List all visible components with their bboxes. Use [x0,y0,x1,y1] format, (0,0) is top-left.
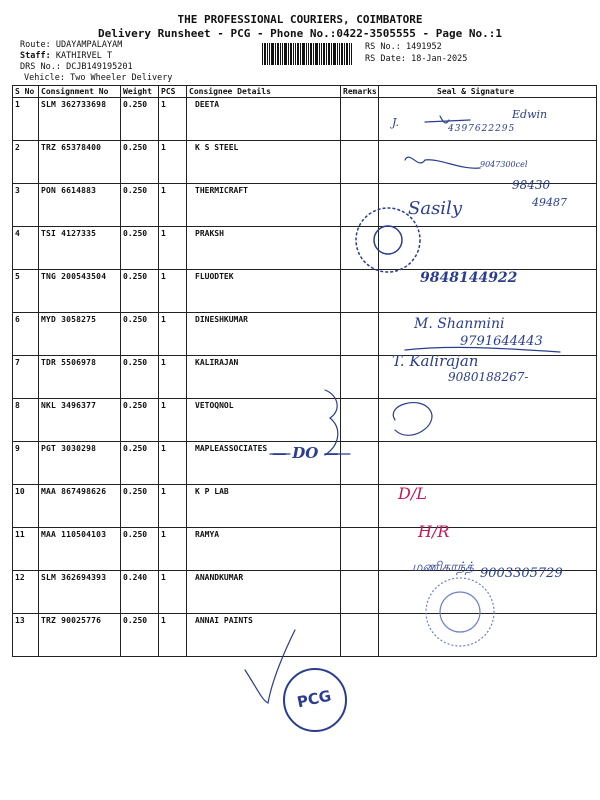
pcs-cell: 1 [159,313,187,356]
sno-cell: 9 [13,442,39,485]
hand-r1-phone: 4397622295 [448,124,516,134]
rs-date-line [365,54,467,64]
consignee-cell: VETOQNOL [187,399,341,442]
consignment-cell: SLM 362733698 [39,98,121,141]
col-remarks: Remarks [341,86,379,98]
barcode-image [262,43,352,65]
weight-cell: 0.250 [121,227,159,270]
pcs-cell: 1 [159,442,187,485]
pcs-cell: 1 [159,399,187,442]
table-row [13,399,597,442]
hand-do-mark: — DO — [272,444,339,462]
pcs-cell: 1 [159,356,187,399]
sno-cell: 2 [13,141,39,184]
table-row [13,98,597,141]
hand-r12-name: மணிகாந்த் [412,560,474,575]
consignee-cell: RAMYA [187,528,341,571]
remarks-cell [341,270,379,313]
company-title: THE PROFESSIONAL COURIERS, COIMBATORE [177,13,423,26]
staff-value: KATHIRVEL T [55,51,113,61]
rs-date-value: 18-Jan-2025 [411,54,468,64]
hand-r11-remark: H/R [418,522,450,541]
weight-cell: 0.250 [121,141,159,184]
hand-r1-name: Edwin [512,108,548,121]
rs-date-label: RS Date: [365,54,406,64]
rs-no-value: 1491952 [405,42,442,52]
weight-cell: 0.250 [121,485,159,528]
consignment-cell: TSI 4127335 [39,227,121,270]
sno-cell: 7 [13,356,39,399]
route-value: UDAYAMPALAYAM [55,40,123,50]
seal-cell [379,442,597,485]
table-row [13,614,597,657]
hand-r1-initial: J. [392,116,400,129]
route-label: Route: [20,40,51,50]
hand-r3-signature: Sasily [408,198,462,219]
consignee-cell: FLUODTEK [187,270,341,313]
weight-cell: 0.250 [121,313,159,356]
seal-cell [379,98,597,141]
consignment-cell: PON 6614883 [39,184,121,227]
col-seal: Seal & Signature [379,86,597,98]
weight-cell: 0.250 [121,270,159,313]
consignee-cell: ANNAI PAINTS [187,614,341,657]
consignee-cell: DINESHKUMAR [187,313,341,356]
consignment-cell: TRZ 65378400 [39,141,121,184]
consignment-cell: MYD 3058275 [39,313,121,356]
hand-r12-phone: 9003305729 [480,566,563,581]
pcs-cell: 1 [159,98,187,141]
consignment-cell: TRZ 90025776 [39,614,121,657]
col-sno: S No [13,86,39,98]
col-consignment: Consignment No [39,86,121,98]
drs-label: DRS No.: [20,62,61,72]
pcs-cell: 1 [159,485,187,528]
table-row [13,485,597,528]
pcs-cell: 1 [159,184,187,227]
hand-r7-name: T. Kalirajan [392,352,479,370]
staff-label: Staff: [20,51,51,61]
sno-cell: 6 [13,313,39,356]
col-weight: Weight [121,86,159,98]
sno-cell: 12 [13,571,39,614]
remarks-cell [341,184,379,227]
hand-r7-phone: 9080188267- [448,370,529,384]
sno-cell: 1 [13,98,39,141]
consignee-cell: MAPLEASSOCIATES [187,442,341,485]
consignee-cell: ANANDKUMAR [187,571,341,614]
pcs-cell: 1 [159,227,187,270]
remarks-cell [341,571,379,614]
weight-cell: 0.250 [121,399,159,442]
vehicle-label: Vehicle: [24,73,65,83]
seal-cell [379,399,597,442]
hand-r2-phone: 9047300cel [480,160,528,169]
consignment-cell: SLM 362694393 [39,571,121,614]
remarks-cell [341,442,379,485]
consignee-cell: K S STEEL [187,141,341,184]
weight-cell: 0.250 [121,356,159,399]
weight-cell: 0.250 [121,442,159,485]
table-header-row [13,86,597,98]
sno-cell: 8 [13,399,39,442]
weight-cell: 0.250 [121,184,159,227]
hand-r6-name: M. Shanmini [414,316,505,332]
remarks-cell [341,313,379,356]
weight-cell: 0.240 [121,571,159,614]
sno-cell: 11 [13,528,39,571]
vehicle-value: Two Wheeler Delivery [70,73,173,83]
consignment-cell: MAA 110504103 [39,528,121,571]
pcs-cell: 1 [159,141,187,184]
hand-r10-remark: D/L [398,484,427,503]
remarks-cell [341,485,379,528]
table-row [13,184,597,227]
rs-no-label: RS No.: [365,42,401,52]
sno-cell: 5 [13,270,39,313]
consignee-cell: PRAKSH [187,227,341,270]
remarks-cell [341,227,379,270]
seal-cell [379,227,597,270]
sno-cell: 13 [13,614,39,657]
drs-line [20,62,133,72]
seal-cell [379,614,597,657]
hand-r5-phone: 9848144922 [420,270,518,286]
remarks-cell [341,356,379,399]
remarks-cell [341,614,379,657]
pcs-cell: 1 [159,571,187,614]
consignment-cell: MAA 867498626 [39,485,121,528]
hand-r3-phone-b: 49487 [532,196,567,209]
consignment-cell: TNG 200543504 [39,270,121,313]
consignee-cell: KALIRAJAN [187,356,341,399]
consignee-cell: K P LAB [187,485,341,528]
consignment-cell: PGT 3030298 [39,442,121,485]
remarks-cell [341,98,379,141]
weight-cell: 0.250 [121,614,159,657]
sno-cell: 10 [13,485,39,528]
remarks-cell [341,528,379,571]
route-line [20,40,122,50]
col-pcs: PCS [159,86,187,98]
hand-r3-phone-a: 98430 [512,178,551,192]
drs-value: DCJB149195201 [66,62,133,72]
pcs-cell: 1 [159,614,187,657]
runsheet-subtitle: Delivery Runsheet - PCG - Phone No.:0422-3505555 - Page No.:1 [98,27,502,40]
pcs-cell: 1 [159,270,187,313]
table-row [13,528,597,571]
hand-r6-phone: 9791644443 [460,334,543,349]
staff-line [20,51,112,61]
consignment-cell: NKL 3496377 [39,399,121,442]
consignment-cell: TDR 5506978 [39,356,121,399]
vehicle-line [24,73,172,83]
weight-cell: 0.250 [121,98,159,141]
table-row [13,227,597,270]
sno-cell: 4 [13,227,39,270]
weight-cell: 0.250 [121,528,159,571]
sno-cell: 3 [13,184,39,227]
consignee-cell: THERMICRAFT [187,184,341,227]
consignee-cell: DEETA [187,98,341,141]
col-consignee: Consignee Details [187,86,341,98]
pcs-cell: 1 [159,528,187,571]
remarks-cell [341,141,379,184]
remarks-cell [341,399,379,442]
rs-no-line [365,42,442,52]
pcg-stamp-text: PCG [295,686,333,712]
